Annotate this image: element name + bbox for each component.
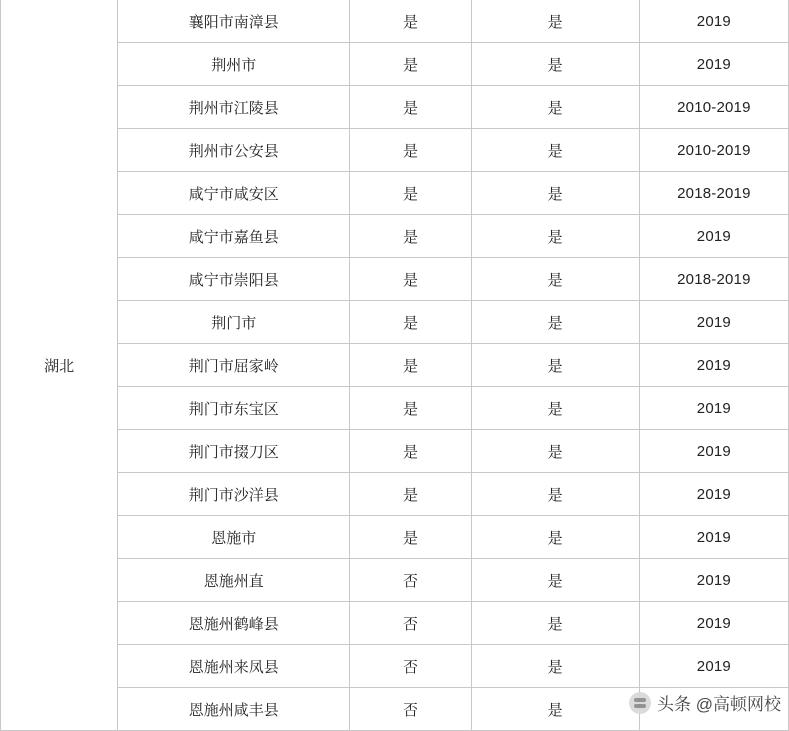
col4-cell: 是 bbox=[471, 43, 639, 86]
year-cell: 2019 bbox=[639, 301, 788, 344]
col4-cell: 是 bbox=[471, 473, 639, 516]
col3-cell: 是 bbox=[350, 301, 471, 344]
col4-cell: 是 bbox=[471, 129, 639, 172]
region-cell: 咸宁市崇阳县 bbox=[118, 258, 350, 301]
col4-cell: 是 bbox=[471, 86, 639, 129]
region-cell: 襄阳市南漳县 bbox=[118, 0, 350, 43]
table-body bbox=[1, 0, 789, 731]
col3-cell: 是 bbox=[350, 215, 471, 258]
year-cell: 2019 bbox=[639, 430, 788, 473]
col4-cell: 是 bbox=[471, 301, 639, 344]
year-cell: 2010-2019 bbox=[639, 129, 788, 172]
table-row bbox=[1, 215, 789, 258]
province-cell: 湖北 bbox=[1, 0, 118, 731]
year-cell: 2019 bbox=[639, 602, 788, 645]
col3-cell: 是 bbox=[350, 473, 471, 516]
col4-cell: 是 bbox=[471, 344, 639, 387]
col4-cell: 是 bbox=[471, 258, 639, 301]
table-row bbox=[1, 301, 789, 344]
region-cell: 恩施市 bbox=[118, 516, 350, 559]
col4-cell: 是 bbox=[471, 430, 639, 473]
col3-cell: 是 bbox=[350, 0, 471, 43]
watermark-text: 头条 @高顿网校 bbox=[657, 695, 781, 714]
col3-cell: 是 bbox=[350, 344, 471, 387]
col4-cell: 是 bbox=[471, 387, 639, 430]
table-row bbox=[1, 258, 789, 301]
table-row bbox=[1, 344, 789, 387]
year-cell: 2019 bbox=[639, 0, 788, 43]
year-cell: 2018-2019 bbox=[639, 258, 788, 301]
col3-cell: 否 bbox=[350, 559, 471, 602]
table-row bbox=[1, 516, 789, 559]
year-cell: 2019 bbox=[639, 645, 788, 688]
region-cell: 荆门市 bbox=[118, 301, 350, 344]
region-cell: 恩施州直 bbox=[118, 559, 350, 602]
table-row bbox=[1, 387, 789, 430]
region-cell: 咸宁市嘉鱼县 bbox=[118, 215, 350, 258]
table-row bbox=[1, 43, 789, 86]
col3-cell: 是 bbox=[350, 516, 471, 559]
year-cell: 2019 bbox=[639, 473, 788, 516]
col4-cell: 是 bbox=[471, 0, 639, 43]
year-cell: 2019 bbox=[639, 516, 788, 559]
col3-cell: 是 bbox=[350, 43, 471, 86]
table-row bbox=[1, 559, 789, 602]
region-cell: 咸宁市咸安区 bbox=[118, 172, 350, 215]
table-row bbox=[1, 645, 789, 688]
table-row bbox=[1, 129, 789, 172]
col4-cell: 是 bbox=[471, 559, 639, 602]
region-cell: 恩施州来凤县 bbox=[118, 645, 350, 688]
year-cell: 2019 bbox=[639, 43, 788, 86]
region-cell: 恩施州咸丰县 bbox=[118, 688, 350, 731]
col3-cell: 是 bbox=[350, 430, 471, 473]
col3-cell: 否 bbox=[350, 688, 471, 731]
year-cell: 2019 bbox=[639, 559, 788, 602]
col4-cell: 是 bbox=[471, 516, 639, 559]
col3-cell: 否 bbox=[350, 645, 471, 688]
col3-cell: 是 bbox=[350, 258, 471, 301]
watermark bbox=[629, 690, 781, 715]
col3-cell: 是 bbox=[350, 387, 471, 430]
table-row bbox=[1, 0, 789, 43]
col4-cell: 是 bbox=[471, 172, 639, 215]
col4-cell: 是 bbox=[471, 602, 639, 645]
table-row bbox=[1, 430, 789, 473]
col4-cell: 是 bbox=[471, 688, 639, 731]
col4-cell: 是 bbox=[471, 645, 639, 688]
year-cell: 2019 bbox=[639, 215, 788, 258]
year-cell: 2019 bbox=[639, 344, 788, 387]
table-row bbox=[1, 602, 789, 645]
col3-cell: 是 bbox=[350, 172, 471, 215]
region-cell: 荆州市公安县 bbox=[118, 129, 350, 172]
table-row bbox=[1, 86, 789, 129]
col3-cell: 是 bbox=[350, 129, 471, 172]
year-cell: 2010-2019 bbox=[639, 86, 788, 129]
col4-cell: 是 bbox=[471, 215, 639, 258]
region-cell: 荆门市沙洋县 bbox=[118, 473, 350, 516]
table-row bbox=[1, 172, 789, 215]
table-row bbox=[1, 473, 789, 516]
col3-cell: 是 bbox=[350, 86, 471, 129]
region-cell: 荆门市掇刀区 bbox=[118, 430, 350, 473]
region-cell: 荆门市屈家岭 bbox=[118, 344, 350, 387]
col3-cell: 否 bbox=[350, 602, 471, 645]
year-cell: 2019 bbox=[639, 387, 788, 430]
year-cell: 2018-2019 bbox=[639, 172, 788, 215]
region-cell: 恩施州鹤峰县 bbox=[118, 602, 350, 645]
region-cell: 荆州市江陵县 bbox=[118, 86, 350, 129]
toutiao-logo-icon bbox=[629, 692, 651, 714]
region-cell: 荆州市 bbox=[118, 43, 350, 86]
region-cell: 荆门市东宝区 bbox=[118, 387, 350, 430]
